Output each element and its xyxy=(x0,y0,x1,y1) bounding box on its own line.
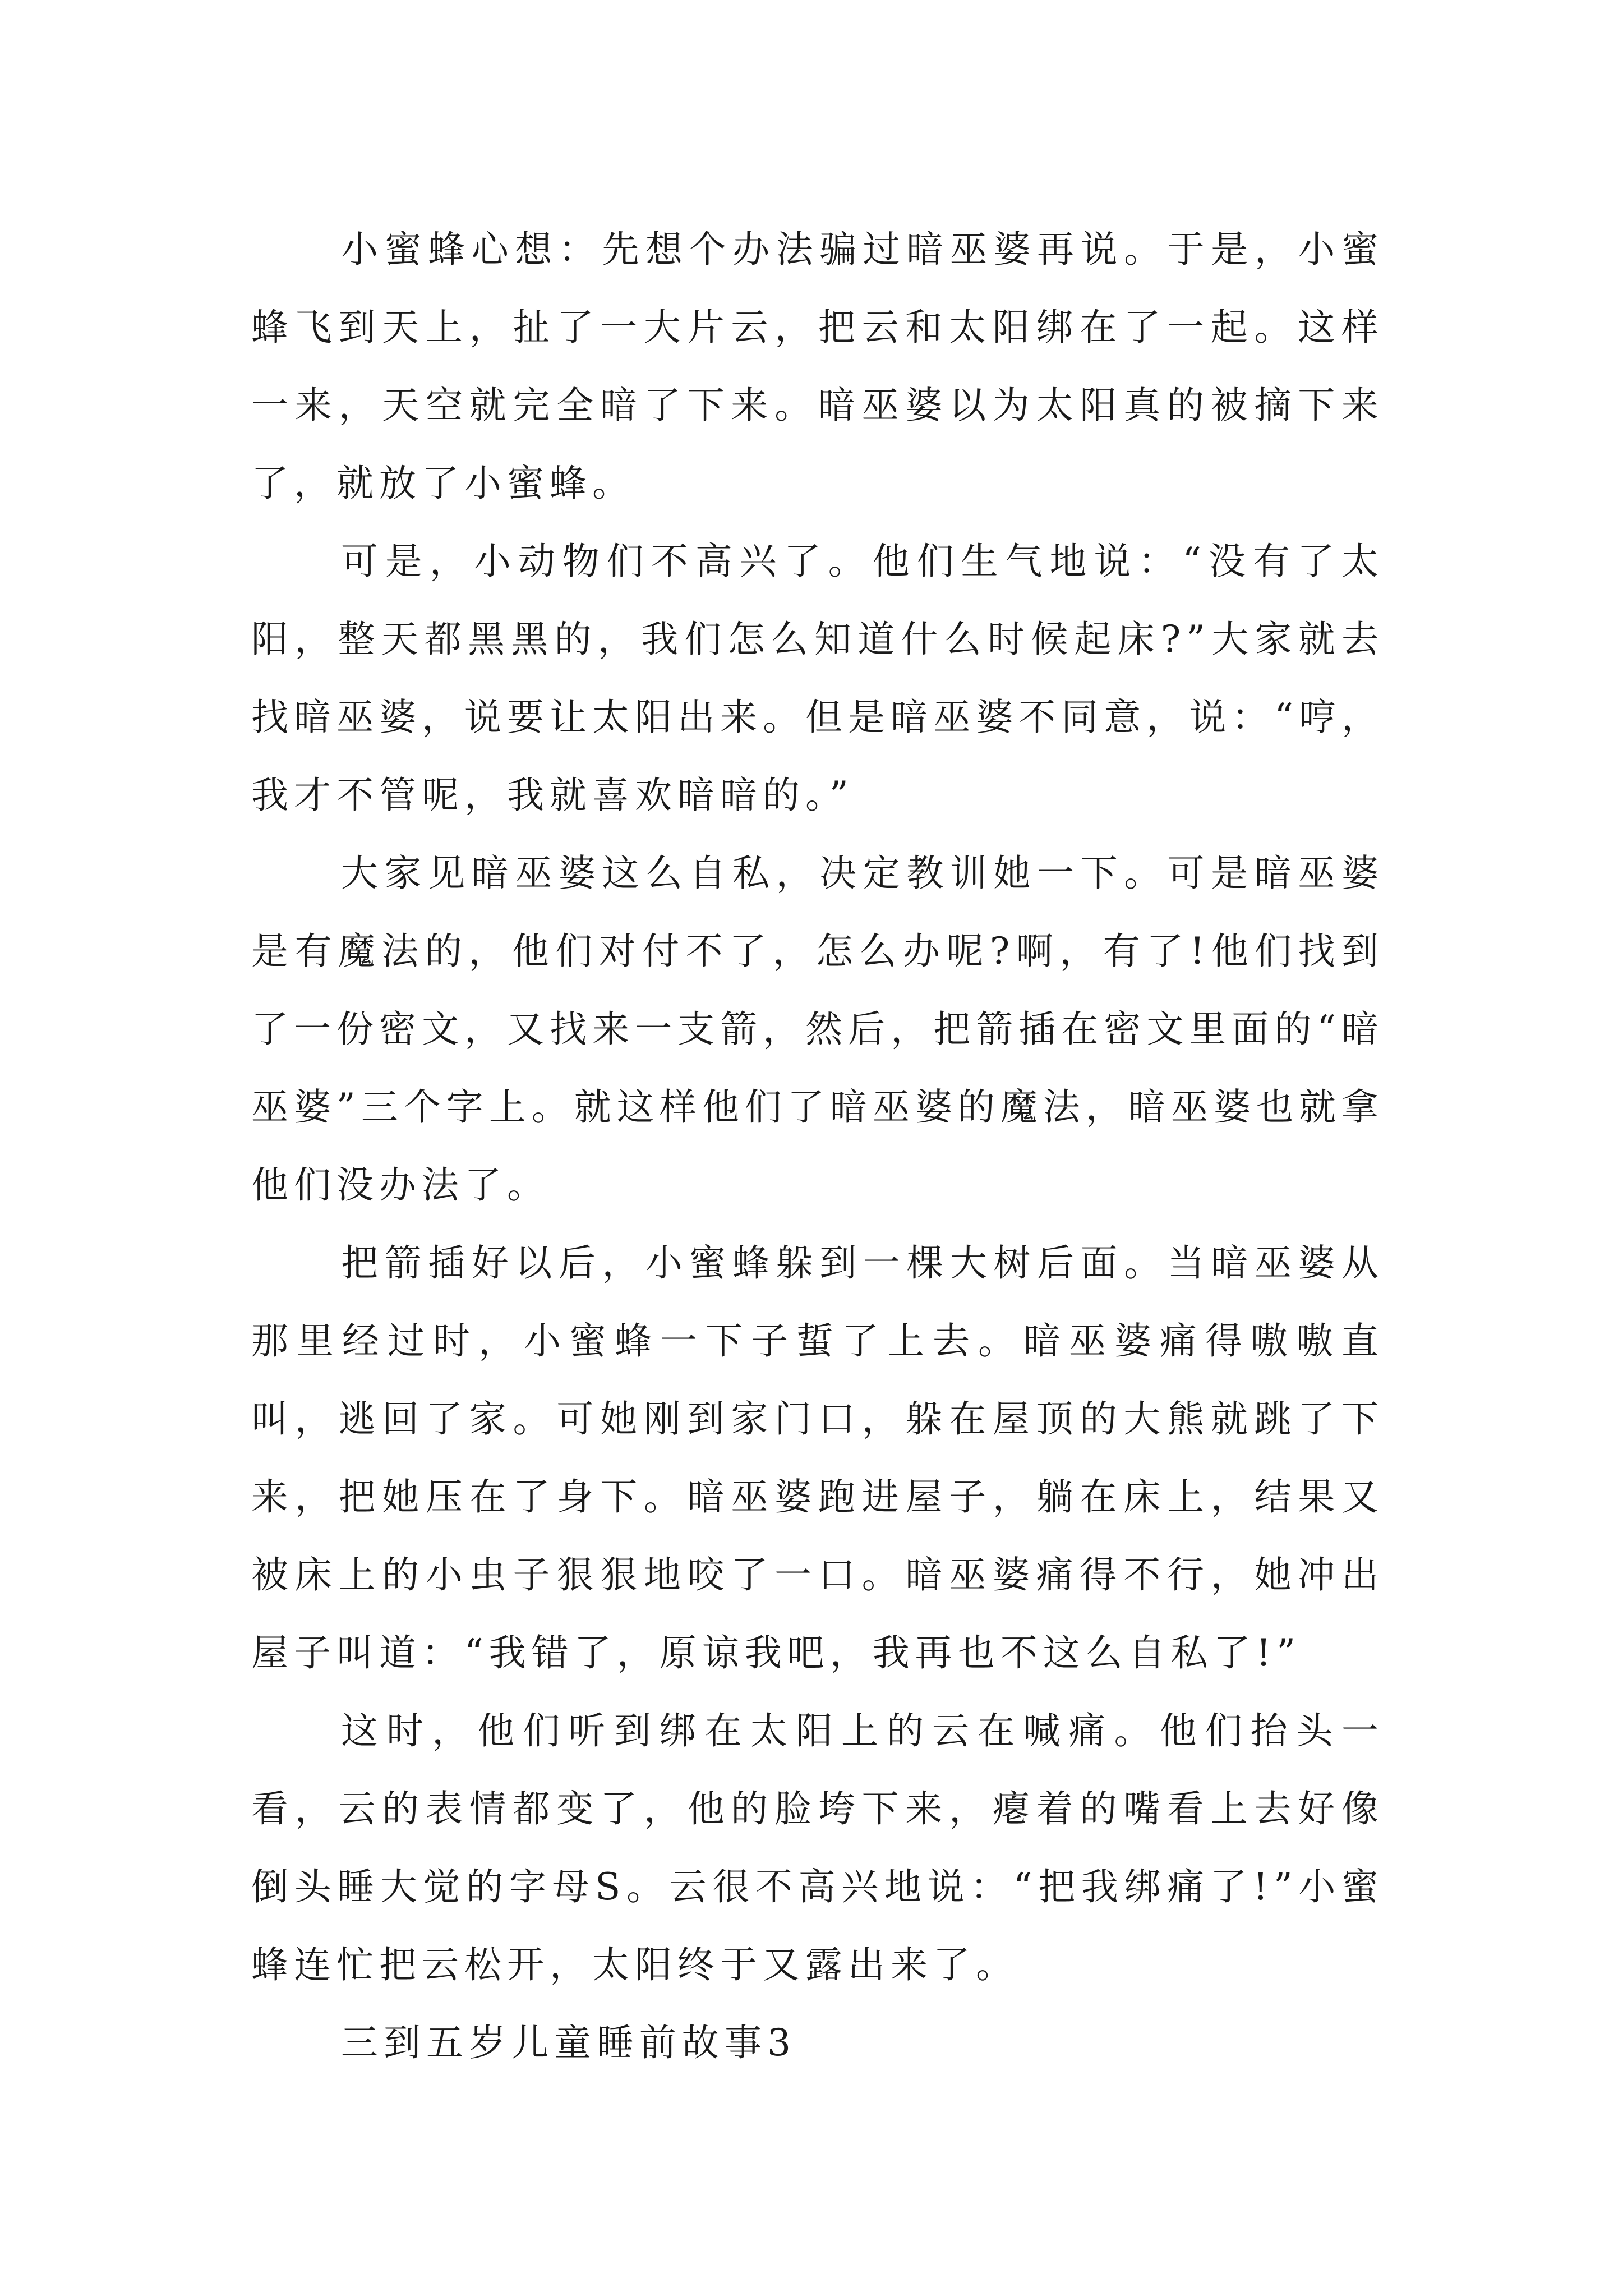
paragraph-lesson-plan: 大家见暗巫婆这么自私，决定教训她一下。可是暗巫婆是有魔法的，他们对付不了，怎么办呢?啊，有了!他们找到了一份密文，又找来一支箭，然后，把箭插在密文里面的“暗巫婆”三个字上。就这样他们了暗巫婆的魔法，暗巫婆也就拿他们没办法了。 xyxy=(251,852,1384,1207)
paragraph-animals-unhappy: 可是，小动物们不高兴了。他们生气地说：“没有了太阳，整天都黑黑的，我们怎么知道什么时候起床?”大家就去找暗巫婆，说要让太阳出来。但是暗巫婆不同意，说：“哼，我才不管呢，我就喜欢暗暗的。” xyxy=(251,540,1384,817)
story-text xyxy=(251,210,1384,2082)
paragraph-bee-tricks-witch: 小蜜蜂心想：先想个办法骗过暗巫婆再说。于是，小蜜蜂飞到天上，扯了一大片云，把云和太阳绑在了一起。这样一来，天空就完全暗了下来。暗巫婆以为太阳真的被摘下来了，就放了小蜜蜂。 xyxy=(251,228,1384,505)
paragraph-cloud-released: 这时，他们听到绑在太阳上的云在喊痛。他们抬头一看，云的表情都变了，他的脸垮下来，瘪着的嘴看上去好像倒头睡大觉的字母S。云很不高兴地说：“把我绑痛了!”小蜜蜂连忙把云松开，太阳终于又露出来了。 xyxy=(251,1709,1384,1986)
paragraph-witch-punished: 把箭插好以后，小蜜蜂躲到一棵大树后面。当暗巫婆从那里经过时，小蜜蜂一下子蜇了上去。暗巫婆痛得嗷嗷直叫，逃回了家。可她刚到家门口，躲在屋顶的大熊就跳了下来，把她压在了身下。暗巫婆跑进屋子，躺在床上，结果又被床上的小虫子狠狠地咬了一口。暗巫婆痛得不行，她冲出屋子叫道：“我错了，原谅我吧，我再也不这么自私了!” xyxy=(251,1241,1384,1674)
section-heading: 三到五岁儿童睡前故事3 xyxy=(341,2021,796,2064)
